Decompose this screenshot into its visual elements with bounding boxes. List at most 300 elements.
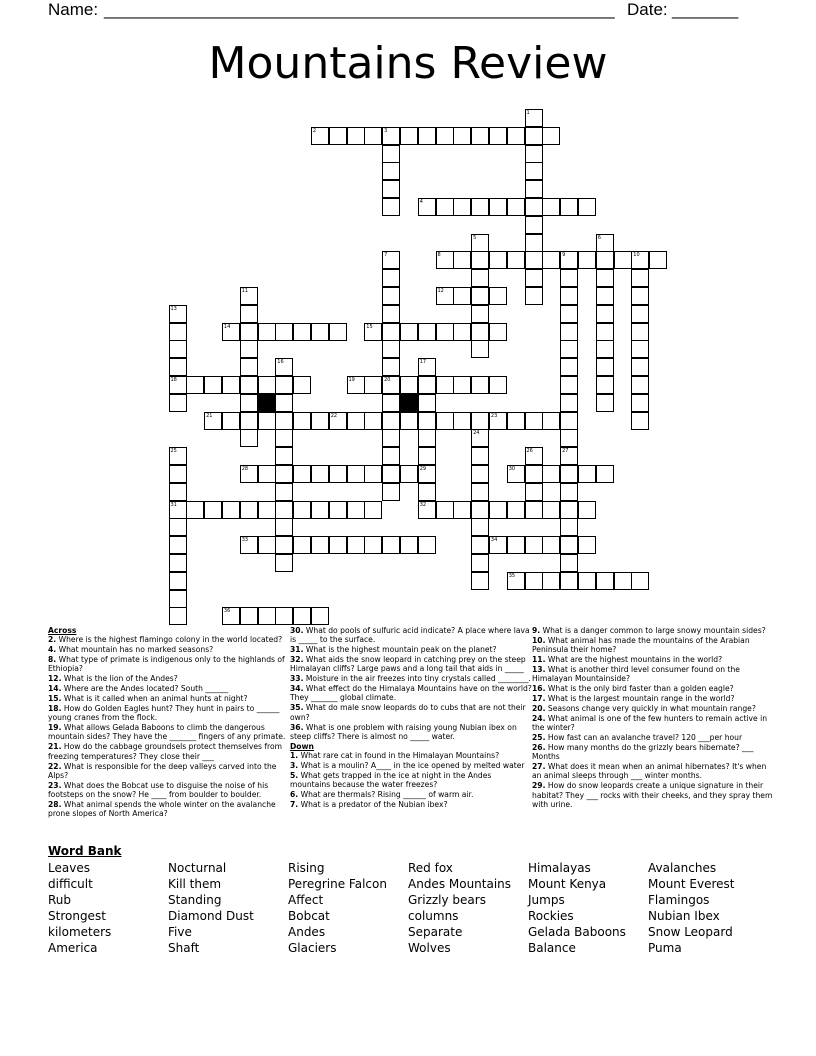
grid-cell[interactable] [400, 465, 418, 483]
grid-cell[interactable] [525, 180, 543, 198]
grid-cell[interactable] [525, 287, 543, 305]
grid-cell[interactable] [329, 465, 347, 483]
grid-cell[interactable] [436, 251, 454, 269]
clue-number: 24. [532, 713, 546, 723]
grid-cell[interactable] [507, 501, 525, 519]
grid-cell[interactable] [293, 465, 311, 483]
grid-cell[interactable] [169, 518, 187, 536]
grid-cell[interactable] [418, 412, 436, 430]
grid-cell[interactable] [382, 340, 400, 358]
grid-cell[interactable] [382, 305, 400, 323]
grid-cell[interactable] [169, 572, 187, 590]
grid-cell[interactable] [382, 376, 400, 394]
grid-cell[interactable] [436, 287, 454, 305]
grid-cell[interactable] [453, 501, 471, 519]
grid-cell[interactable] [560, 394, 578, 412]
clue-item [290, 771, 532, 790]
grid-cell[interactable] [631, 340, 649, 358]
grid-cell[interactable] [542, 572, 560, 590]
grid-cell[interactable] [542, 536, 560, 554]
grid-cell[interactable] [382, 198, 400, 216]
grid-cell[interactable] [258, 465, 276, 483]
black-square [400, 394, 418, 412]
word-bank-word: Diamond Dust [168, 909, 254, 923]
grid-cell[interactable] [169, 394, 187, 412]
grid-cell[interactable] [364, 127, 382, 145]
grid-cell[interactable] [525, 501, 543, 519]
grid-cell[interactable] [596, 572, 614, 590]
grid-cell[interactable] [275, 429, 293, 447]
grid-cell[interactable] [169, 447, 187, 465]
grid-cell[interactable] [240, 501, 258, 519]
grid-cell[interactable] [222, 323, 240, 341]
grid-cell[interactable] [560, 483, 578, 501]
grid-cell[interactable] [293, 412, 311, 430]
grid-cell[interactable] [169, 536, 187, 554]
grid-cell[interactable] [453, 323, 471, 341]
grid-cell[interactable] [240, 305, 258, 323]
grid-cell[interactable] [418, 323, 436, 341]
grid-cell[interactable] [275, 394, 293, 412]
grid-cell[interactable] [382, 251, 400, 269]
grid-cell[interactable] [240, 340, 258, 358]
grid-cell[interactable] [275, 501, 293, 519]
grid-cell[interactable] [489, 536, 507, 554]
grid-cell[interactable] [507, 572, 525, 590]
grid-cell[interactable] [471, 323, 489, 341]
grid-cell[interactable] [489, 251, 507, 269]
grid-cell[interactable] [560, 572, 578, 590]
clue-item [48, 704, 290, 723]
clue-item [48, 635, 290, 644]
grid-cell[interactable] [400, 127, 418, 145]
grid-cell[interactable] [204, 412, 222, 430]
grid-cell[interactable] [471, 518, 489, 536]
grid-cell[interactable] [169, 323, 187, 341]
clue-number: 9. [532, 626, 541, 635]
grid-cell[interactable] [507, 536, 525, 554]
grid-cell[interactable] [560, 501, 578, 519]
grid-cell[interactable] [471, 483, 489, 501]
grid-cell[interactable] [525, 127, 543, 145]
grid-cell[interactable] [560, 305, 578, 323]
grid-cell[interactable] [240, 412, 258, 430]
grid-cell[interactable] [525, 251, 543, 269]
word-bank-column [408, 860, 528, 956]
clue-number: 20 [384, 377, 391, 383]
grid-cell[interactable] [169, 590, 187, 608]
grid-cell[interactable] [436, 376, 454, 394]
grid-cell[interactable] [560, 287, 578, 305]
grid-cell[interactable] [293, 501, 311, 519]
grid-cell[interactable] [222, 376, 240, 394]
grid-cell[interactable] [258, 607, 276, 625]
word-bank-word: Standing [168, 893, 222, 907]
grid-cell[interactable] [525, 412, 543, 430]
grid-cell[interactable] [578, 572, 596, 590]
grid-cell[interactable] [382, 287, 400, 305]
grid-cell[interactable] [258, 323, 276, 341]
grid-cell[interactable] [169, 607, 187, 625]
grid-cell[interactable] [649, 251, 667, 269]
grid-cell[interactable] [275, 536, 293, 554]
grid-cell[interactable] [275, 358, 293, 376]
grid-cell[interactable] [542, 198, 560, 216]
grid-cell[interactable] [560, 465, 578, 483]
grid-cell[interactable] [471, 554, 489, 572]
grid-cell[interactable] [525, 109, 543, 127]
clue-item [48, 684, 290, 693]
grid-cell[interactable] [382, 180, 400, 198]
grid-cell[interactable] [275, 518, 293, 536]
clue-number: 5. [290, 770, 299, 780]
word-bank-word: Wolves [408, 941, 451, 955]
grid-cell[interactable] [329, 536, 347, 554]
grid-cell[interactable] [596, 376, 614, 394]
clue-number: 11 [241, 288, 249, 294]
grid-cell[interactable] [329, 127, 347, 145]
grid-cell[interactable] [542, 501, 560, 519]
grid-cell[interactable] [364, 465, 382, 483]
grid-cell[interactable] [382, 429, 400, 447]
grid-cell[interactable] [631, 572, 649, 590]
grid-cell[interactable] [471, 572, 489, 590]
grid-cell[interactable] [329, 501, 347, 519]
grid-cell[interactable] [560, 554, 578, 572]
grid-cell[interactable] [275, 465, 293, 483]
grid-cell[interactable] [542, 412, 560, 430]
grid-cell[interactable] [418, 483, 436, 501]
grid-cell[interactable] [258, 501, 276, 519]
grid-cell[interactable] [382, 145, 400, 163]
grid-cell[interactable] [311, 127, 329, 145]
grid-cell[interactable] [240, 323, 258, 341]
grid-cell[interactable] [614, 251, 632, 269]
grid-cell[interactable] [507, 412, 525, 430]
grid-cell[interactable] [471, 305, 489, 323]
grid-cell[interactable] [222, 412, 240, 430]
grid-cell[interactable] [525, 536, 543, 554]
grid-cell[interactable] [560, 358, 578, 376]
clue-number: 7. [290, 799, 299, 809]
grid-cell[interactable] [507, 251, 525, 269]
grid-cell[interactable] [596, 287, 614, 305]
grid-cell[interactable] [560, 376, 578, 394]
clue-text: What rare cat in found in the Himalayan Mountains? [300, 751, 500, 761]
grid-cell[interactable] [418, 465, 436, 483]
grid-cell[interactable] [525, 269, 543, 287]
clue-text: Where are the Andes located? South ______ [63, 684, 229, 694]
grid-cell[interactable] [471, 198, 489, 216]
grid-cell[interactable] [311, 465, 329, 483]
name-field[interactable]: ______________________________________________________ [104, 0, 615, 19]
grid-cell[interactable] [382, 465, 400, 483]
grid-cell[interactable] [578, 465, 596, 483]
grid-cell[interactable] [542, 251, 560, 269]
grid-cell[interactable] [347, 501, 365, 519]
grid-cell[interactable] [631, 394, 649, 412]
grid-cell[interactable] [364, 376, 382, 394]
clue-number: 32 [419, 501, 427, 508]
grid-cell[interactable] [329, 412, 347, 430]
grid-cell[interactable] [489, 501, 507, 519]
grid-cell[interactable] [418, 501, 436, 519]
grid-cell[interactable] [347, 536, 365, 554]
grid-cell[interactable] [471, 412, 489, 430]
grid-cell[interactable] [453, 251, 471, 269]
grid-cell[interactable] [489, 412, 507, 430]
grid-cell[interactable] [596, 358, 614, 376]
grid-cell[interactable] [240, 607, 258, 625]
grid-cell[interactable] [471, 376, 489, 394]
grid-cell[interactable] [169, 305, 187, 323]
grid-cell[interactable] [507, 198, 525, 216]
grid-cell[interactable] [347, 465, 365, 483]
clue-text: What effect do the Himalaya Mountains have on the world? They _______ global climate. [290, 684, 532, 703]
grid-cell[interactable] [293, 607, 311, 625]
grid-cell[interactable] [311, 536, 329, 554]
grid-cell[interactable] [186, 501, 204, 519]
clue-text: How fast can an avalanche travel? 120 ___per hour [547, 733, 743, 743]
grid-cell[interactable] [596, 234, 614, 252]
grid-cell[interactable] [560, 536, 578, 554]
word-bank-word: Nocturnal [168, 861, 227, 875]
clue-number: 5 [473, 234, 477, 241]
grid-cell[interactable] [293, 323, 311, 341]
grid-cell[interactable] [578, 198, 596, 216]
grid-cell[interactable] [329, 323, 347, 341]
grid-cell[interactable] [453, 376, 471, 394]
grid-cell[interactable] [560, 198, 578, 216]
grid-cell[interactable] [240, 429, 258, 447]
grid-cell[interactable] [471, 251, 489, 269]
grid-cell[interactable] [631, 376, 649, 394]
grid-cell[interactable] [471, 234, 489, 252]
grid-cell[interactable] [240, 358, 258, 376]
grid-cell[interactable] [311, 323, 329, 341]
grid-cell[interactable] [275, 376, 293, 394]
grid-cell[interactable] [400, 376, 418, 394]
grid-cell[interactable] [418, 358, 436, 376]
grid-cell[interactable] [418, 536, 436, 554]
grid-cell[interactable] [631, 358, 649, 376]
word-bank-word: Affect [288, 893, 324, 907]
grid-cell[interactable] [525, 162, 543, 180]
grid-cell[interactable] [418, 376, 436, 394]
grid-cell[interactable] [578, 251, 596, 269]
grid-cell[interactable] [222, 501, 240, 519]
grid-cell[interactable] [631, 305, 649, 323]
grid-cell[interactable] [418, 429, 436, 447]
grid-cell[interactable] [418, 447, 436, 465]
grid-cell[interactable] [436, 198, 454, 216]
grid-cell[interactable] [525, 216, 543, 234]
grid-cell[interactable] [169, 358, 187, 376]
grid-cell[interactable] [578, 536, 596, 554]
grid-cell[interactable] [525, 447, 543, 465]
grid-cell[interactable] [471, 465, 489, 483]
grid-cell[interactable] [560, 323, 578, 341]
grid-cell[interactable] [507, 127, 525, 145]
grid-cell[interactable] [364, 323, 382, 341]
grid-cell[interactable] [596, 323, 614, 341]
grid-cell[interactable] [453, 287, 471, 305]
grid-cell[interactable] [169, 376, 187, 394]
grid-cell[interactable] [347, 376, 365, 394]
grid-cell[interactable] [542, 465, 560, 483]
word-bank-column [528, 860, 648, 956]
grid-cell[interactable] [453, 198, 471, 216]
grid-cell[interactable] [275, 554, 293, 572]
grid-cell[interactable] [614, 572, 632, 590]
grid-cell[interactable] [275, 323, 293, 341]
grid-cell[interactable] [542, 127, 560, 145]
grid-cell[interactable] [275, 483, 293, 501]
grid-cell[interactable] [560, 340, 578, 358]
date-field[interactable]: _______ [672, 0, 739, 19]
grid-cell[interactable] [525, 145, 543, 163]
grid-cell[interactable] [471, 127, 489, 145]
grid-cell[interactable] [347, 412, 365, 430]
grid-cell[interactable] [169, 501, 187, 519]
grid-cell[interactable] [311, 607, 329, 625]
grid-cell[interactable] [489, 198, 507, 216]
grid-cell[interactable] [560, 269, 578, 287]
grid-cell[interactable] [471, 429, 489, 447]
grid-cell[interactable] [471, 287, 489, 305]
clue-section-heading: Down [290, 741, 314, 751]
grid-cell[interactable] [222, 607, 240, 625]
clue-section-heading: Across [48, 626, 77, 635]
grid-cell[interactable] [596, 305, 614, 323]
grid-cell[interactable] [418, 394, 436, 412]
clue-text: What is one problem with raising young Nubian ibex on steep cliffs? There is almost no _____ water. [290, 722, 517, 741]
word-bank-word: kilometers [48, 925, 112, 939]
grid-cell[interactable] [240, 287, 258, 305]
grid-cell[interactable] [471, 501, 489, 519]
grid-cell[interactable] [489, 376, 507, 394]
grid-cell[interactable] [311, 412, 329, 430]
clue-item [290, 655, 532, 674]
grid-cell[interactable] [436, 501, 454, 519]
clue-number: 4. [48, 645, 57, 655]
grid-cell[interactable] [382, 483, 400, 501]
grid-cell[interactable] [596, 251, 614, 269]
grid-cell[interactable] [382, 127, 400, 145]
grid-cell[interactable] [631, 412, 649, 430]
grid-cell[interactable] [364, 412, 382, 430]
grid-cell[interactable] [240, 465, 258, 483]
grid-cell[interactable] [525, 198, 543, 216]
grid-cell[interactable] [596, 269, 614, 287]
grid-cell[interactable] [186, 376, 204, 394]
clue-item [532, 694, 774, 703]
grid-cell[interactable] [436, 323, 454, 341]
grid-cell[interactable] [560, 447, 578, 465]
grid-cell[interactable] [400, 412, 418, 430]
grid-cell[interactable] [169, 340, 187, 358]
grid-cell[interactable] [204, 376, 222, 394]
grid-cell[interactable] [471, 536, 489, 554]
grid-cell[interactable] [382, 323, 400, 341]
grid-cell[interactable] [631, 269, 649, 287]
grid-cell[interactable] [293, 536, 311, 554]
grid-cell[interactable] [525, 572, 543, 590]
grid-cell[interactable] [471, 269, 489, 287]
grid-cell[interactable] [382, 162, 400, 180]
grid-cell[interactable] [382, 447, 400, 465]
grid-cell[interactable] [382, 358, 400, 376]
grid-cell[interactable] [436, 127, 454, 145]
grid-cell[interactable] [560, 429, 578, 447]
grid-cell[interactable] [382, 412, 400, 430]
grid-cell[interactable] [453, 412, 471, 430]
grid-cell[interactable] [596, 394, 614, 412]
grid-cell[interactable] [169, 483, 187, 501]
grid-cell[interactable] [275, 607, 293, 625]
grid-cell[interactable] [631, 251, 649, 269]
grid-cell[interactable] [275, 412, 293, 430]
grid-cell[interactable] [560, 412, 578, 430]
grid-cell[interactable] [311, 501, 329, 519]
grid-cell[interactable] [258, 536, 276, 554]
grid-cell[interactable] [631, 323, 649, 341]
clue-text: What is the highest mountain peak on the planet? [305, 645, 497, 655]
grid-cell[interactable] [240, 536, 258, 554]
grid-cell[interactable] [525, 483, 543, 501]
clue-item [532, 762, 774, 781]
clue-number: 14 [223, 323, 231, 330]
grid-cell[interactable] [400, 323, 418, 341]
grid-cell[interactable] [169, 554, 187, 572]
grid-cell[interactable] [525, 465, 543, 483]
grid-cell[interactable] [275, 447, 293, 465]
grid-cell[interactable] [489, 323, 507, 341]
grid-cell[interactable] [453, 127, 471, 145]
grid-cell[interactable] [489, 287, 507, 305]
grid-cell[interactable] [204, 501, 222, 519]
grid-cell[interactable] [596, 340, 614, 358]
grid-cell[interactable] [347, 127, 365, 145]
grid-cell[interactable] [240, 394, 258, 412]
grid-cell[interactable] [471, 447, 489, 465]
grid-cell[interactable] [489, 127, 507, 145]
grid-cell[interactable] [578, 501, 596, 519]
grid-cell[interactable] [364, 536, 382, 554]
grid-cell[interactable] [525, 234, 543, 252]
grid-cell[interactable] [293, 376, 311, 394]
grid-cell[interactable] [560, 251, 578, 269]
grid-cell[interactable] [631, 287, 649, 305]
grid-cell[interactable] [560, 518, 578, 536]
grid-cell[interactable] [471, 340, 489, 358]
grid-cell[interactable] [258, 376, 276, 394]
grid-cell[interactable] [382, 269, 400, 287]
grid-cell[interactable] [382, 394, 400, 412]
grid-cell[interactable] [382, 536, 400, 554]
clue-number: 2 [312, 127, 317, 134]
grid-cell[interactable] [418, 127, 436, 145]
grid-cell[interactable] [596, 465, 614, 483]
grid-cell[interactable] [507, 465, 525, 483]
grid-cell[interactable] [258, 412, 276, 430]
grid-cell[interactable] [364, 501, 382, 519]
grid-cell[interactable] [436, 412, 454, 430]
grid-cell[interactable] [240, 376, 258, 394]
grid-cell[interactable] [169, 465, 187, 483]
grid-cell[interactable] [400, 536, 418, 554]
grid-cell[interactable] [418, 198, 436, 216]
